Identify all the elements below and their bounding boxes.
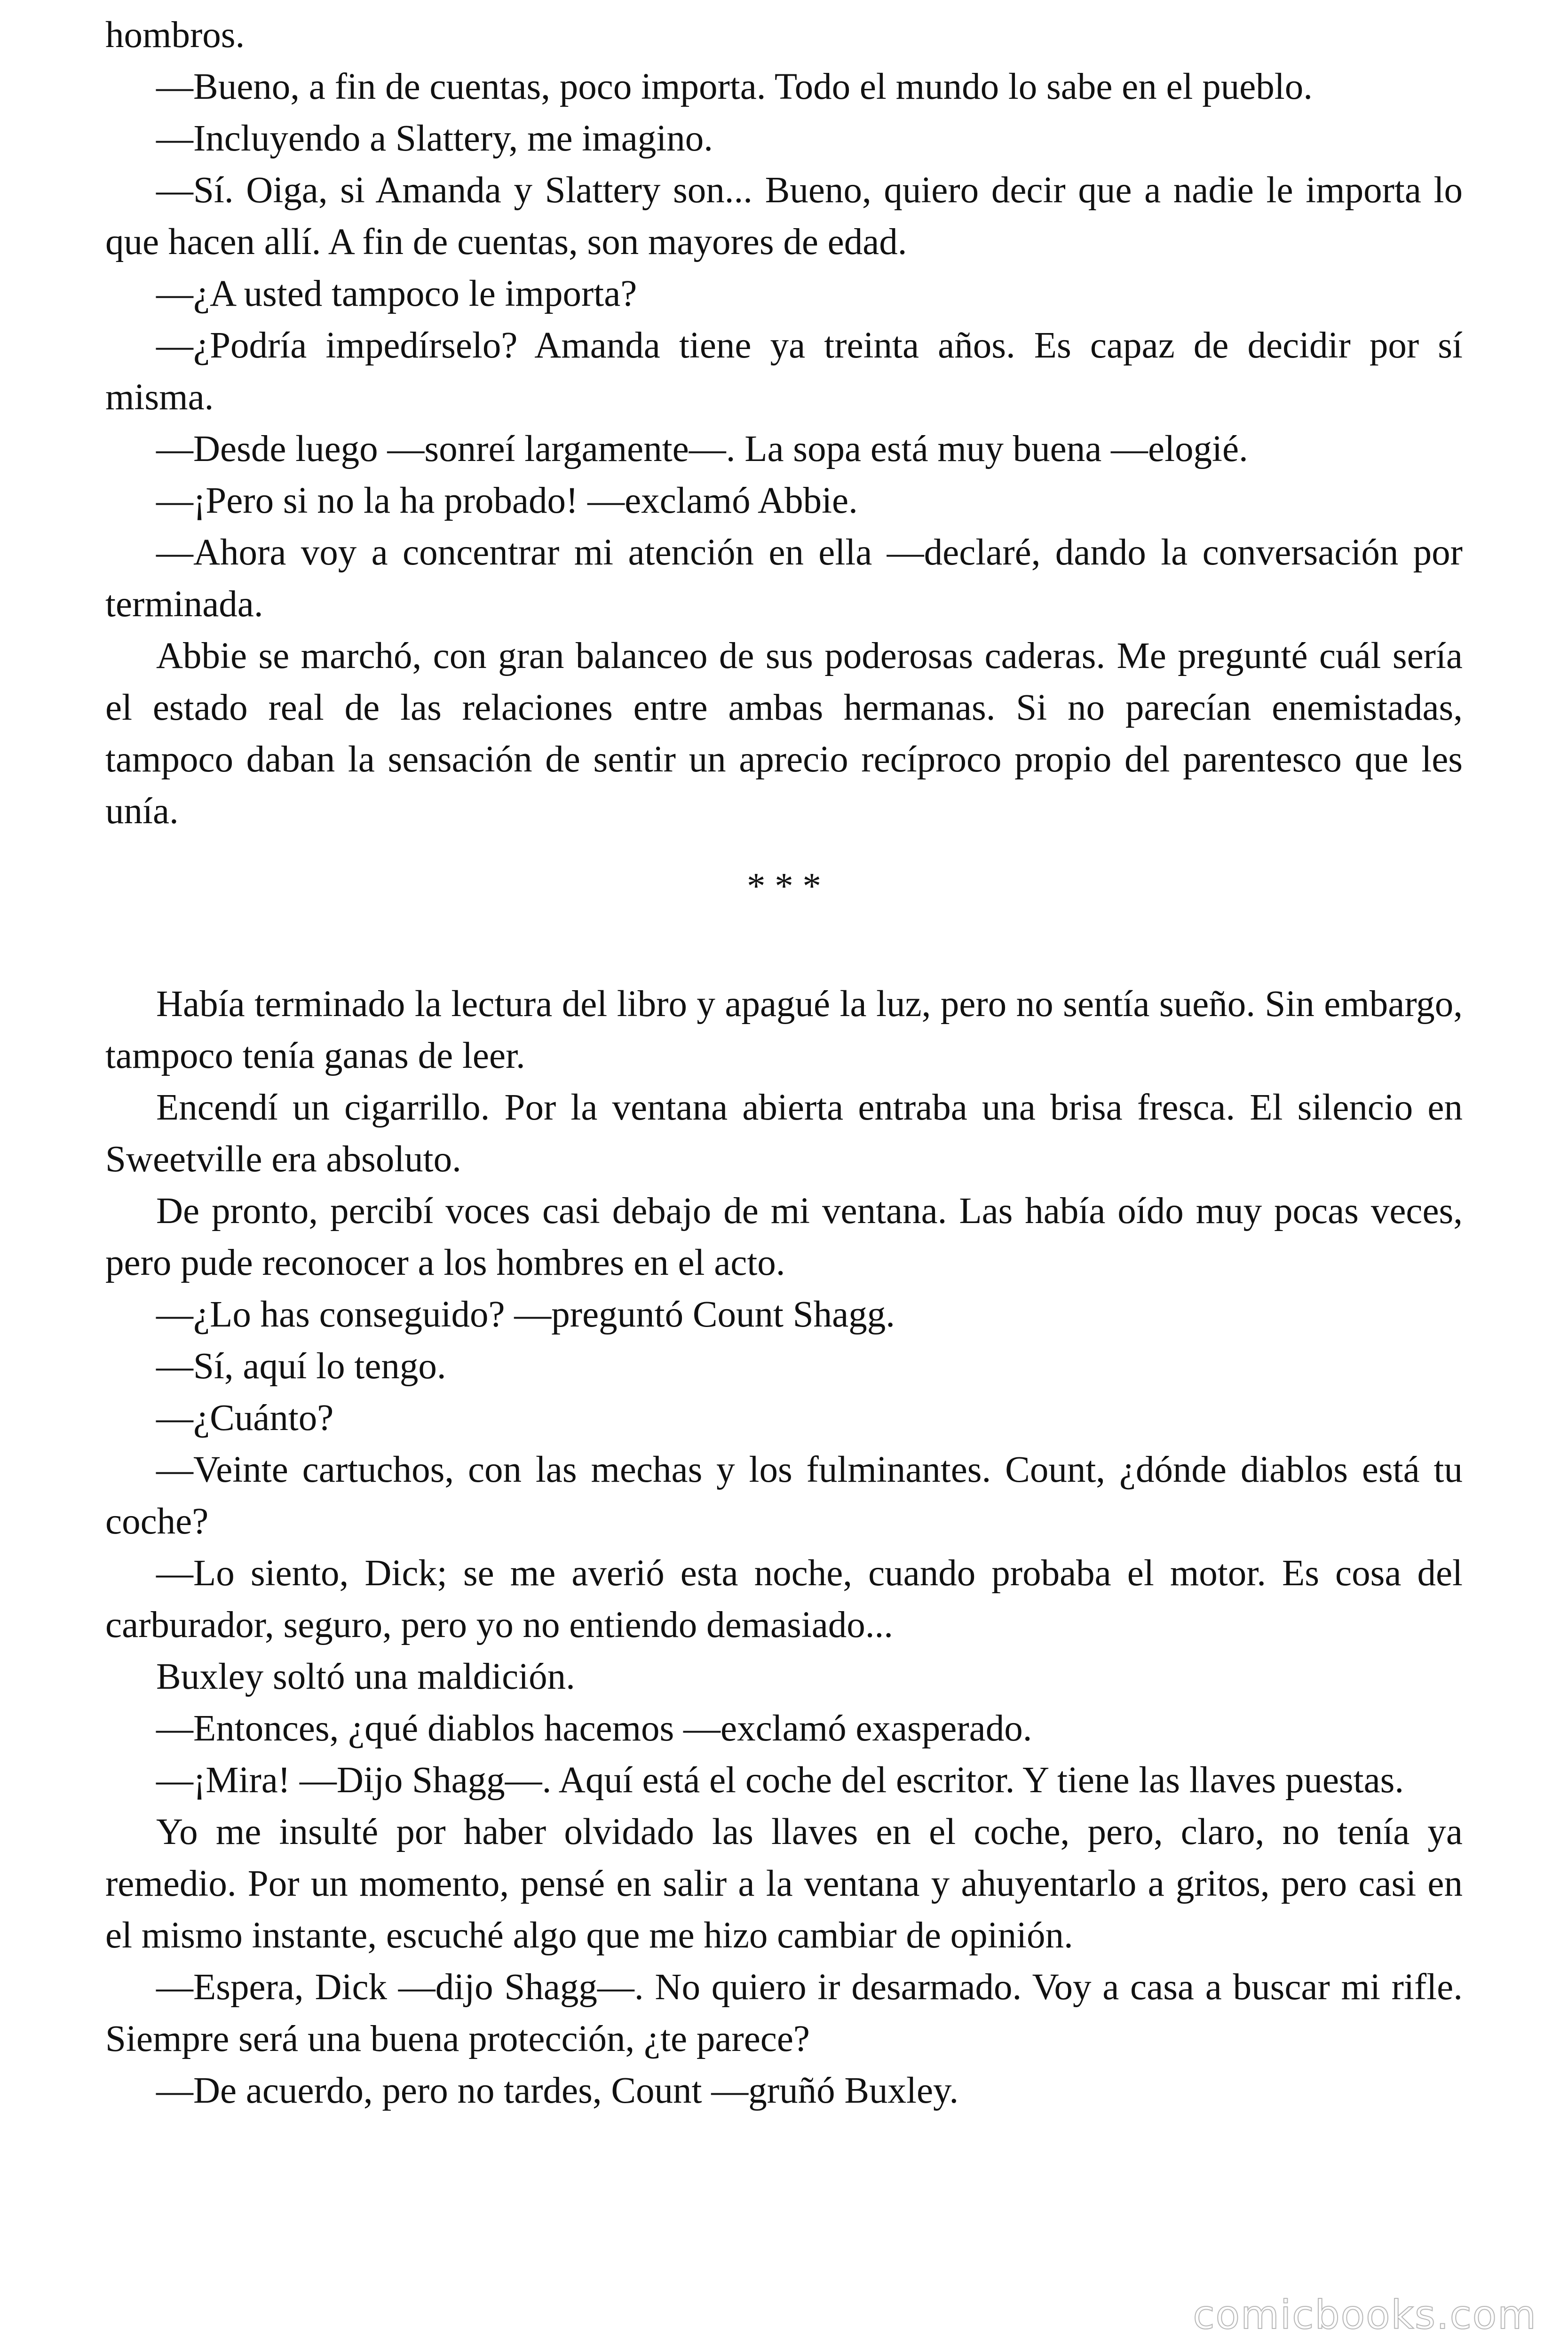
paragraph: hombros. (105, 15, 245, 56)
paragraph: Yo me insulté por haber olvidado las llaves en el coche, pero, claro, no tenía ya remedio. Por un momento, pensé en salir a la ventana y ahuyentarlo a gritos, pero casi en el mismo instante, escuché algo que me hizo cambiar de opinión. (105, 1812, 1463, 1956)
paragraph: —Sí, aquí lo tengo. (156, 1346, 446, 1387)
paragraph: —¿Podría impedírselo? Amanda tiene ya treinta años. Es capaz de decidir por sí misma. (105, 325, 1463, 418)
paragraph: —¿Cuánto? (156, 1398, 334, 1438)
paragraph: —De acuerdo, pero no tardes, Count —gruñó Buxley. (156, 2070, 959, 2111)
paragraph: —¿A usted tampoco le importa? (156, 273, 637, 314)
paragraph: Abbie se marchó, con gran balanceo de sus poderosas caderas. Me pregunté cuál sería el estado real de las relaciones entre ambas hermanas. Si no parecían enemistadas, tampoco daban la sensación de sentir un aprecio recíproco propio del parentesco que les unía. (105, 636, 1463, 832)
paragraph: De pronto, percibí voces casi debajo de mi ventana. Las había oído muy pocas veces, pero pude reconocer a los hombres en el acto. (105, 1191, 1463, 1283)
section-separator: * * * (747, 866, 821, 907)
paragraph: —Bueno, a fin de cuentas, poco importa. Todo el mundo lo sabe en el pueblo. (156, 66, 1313, 107)
paragraph: Había terminado la lectura del libro y apagué la luz, pero no sentía sueño. Sin embargo, tampoco tenía ganas de leer. (105, 984, 1463, 1076)
paragraph: —Entonces, ¿qué diablos hacemos —exclamó exasperado. (156, 1708, 1032, 1749)
paragraph: —Lo siento, Dick; se me averió esta noche, cuando probaba el motor. Es cosa del carburador, seguro, pero yo no entiendo demasiado... (105, 1553, 1463, 1645)
paragraph: Buxley soltó una maldición. (156, 1656, 575, 1697)
paragraph: —¡Pero si no la ha probado! —exclamó Abbie. (156, 480, 858, 521)
book-page (105, 9, 1463, 2117)
paragraph: —¿Lo has conseguido? —preguntó Count Shagg. (156, 1294, 895, 1335)
paragraph: —Desde luego —sonreí largamente—. La sopa está muy buena —elogié. (156, 429, 1248, 469)
paragraph: —Veinte cartuchos, con las mechas y los fulminantes. Count, ¿dónde diablos está tu coche? (105, 1449, 1463, 1542)
paragraph: —Ahora voy a concentrar mi atención en ella —declaré, dando la conversación por terminada. (105, 532, 1463, 625)
paragraph: —Espera, Dick —dijo Shagg—. No quiero ir desarmado. Voy a casa a buscar mi rifle. Siempre será una buena protección, ¿te parece? (105, 1967, 1463, 2059)
watermark: comicbooks.com (1193, 2292, 1537, 2338)
paragraph: —Incluyendo a Slattery, me imagino. (156, 118, 713, 159)
paragraph: Encendí un cigarrillo. Por la ventana abierta entraba una brisa fresca. El silencio en Sweetville era absoluto. (105, 1087, 1463, 1180)
paragraph: —¡Mira! —Dijo Shagg—. Aquí está el coche del escritor. Y tiene las llaves puestas. (156, 1760, 1404, 1801)
paragraph: —Sí. Oiga, si Amanda y Slattery son... Bueno, quiero decir que a nadie le importa lo que hacen allí. A fin de cuentas, son mayores de edad. (105, 170, 1463, 262)
